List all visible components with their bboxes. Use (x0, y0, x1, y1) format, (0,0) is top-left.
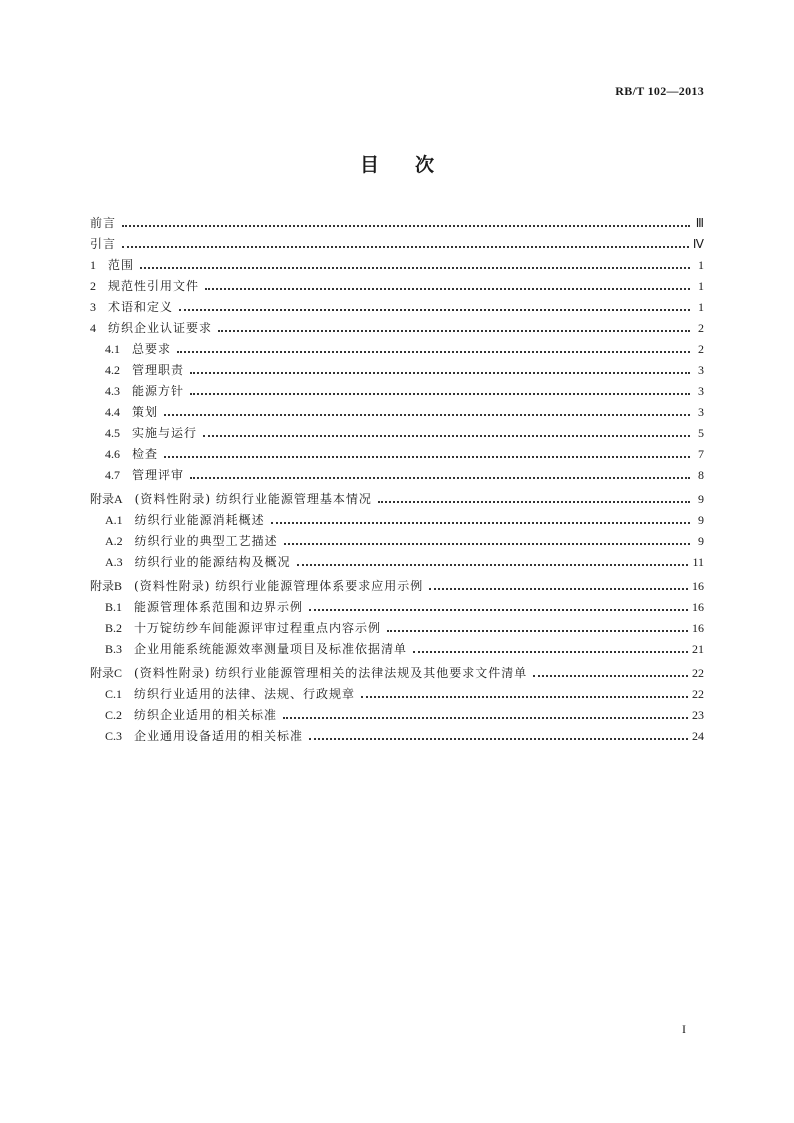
toc-entry-number: 附录A (90, 492, 123, 506)
toc-dot-leader (533, 675, 688, 677)
toc-dot-leader (177, 351, 690, 353)
toc-entry-number: 附录B (90, 579, 123, 593)
toc-entry-label (105, 534, 278, 548)
toc-entry-number: 4.3 (105, 384, 120, 398)
toc-entry-page: 9 (698, 492, 704, 506)
toc-entry-label (105, 426, 197, 440)
toc-entry-text: 十万锭纺纱车间能源评审过程重点内容示例 (134, 621, 382, 635)
toc-entry-number: 4.1 (105, 342, 120, 356)
toc-entry-label (90, 279, 199, 293)
toc-entry-label (105, 729, 303, 743)
toc-entry-number: A.1 (105, 513, 123, 527)
toc-entry[interactable] (90, 419, 704, 440)
toc-entry-text: 前言 (90, 216, 117, 230)
toc-entry-number: 附录C (90, 666, 123, 680)
toc-entry-number: 4.6 (105, 447, 120, 461)
toc-entry-text: 纺织行业能源消耗概述 (134, 513, 265, 527)
toc-dot-leader (122, 225, 690, 227)
toc-entry-label (105, 642, 407, 656)
standard-code: RB/T 102—2013 (615, 84, 704, 98)
toc-entry-text: 能源方针 (132, 384, 185, 398)
toc-entry-label (90, 216, 116, 230)
toc-entry-page: 3 (698, 405, 704, 419)
toc-dot-leader (164, 456, 690, 458)
table-of-contents (90, 216, 704, 743)
toc-dot-leader (387, 630, 688, 632)
toc-entry-text: 管理职责 (132, 363, 185, 377)
toc-dot-leader (309, 609, 688, 611)
toc-entry-page: Ⅲ (695, 216, 704, 230)
toc-entry[interactable] (90, 335, 704, 356)
toc-entry[interactable] (90, 614, 704, 635)
toc-entry-label (105, 468, 184, 482)
toc-entry[interactable] (90, 548, 704, 569)
toc-entry-page: 9 (698, 513, 704, 527)
toc-entry-page: 16 (692, 579, 704, 593)
toc-entry-page: 22 (692, 666, 704, 680)
toc-entry-page: 1 (698, 279, 704, 293)
toc-entry[interactable] (90, 216, 704, 230)
toc-dot-leader (297, 564, 689, 566)
toc-dot-leader (122, 246, 689, 248)
toc-entry[interactable] (90, 272, 704, 293)
toc-entry-number: 4.2 (105, 363, 120, 377)
toc-entry[interactable] (90, 506, 704, 527)
toc-dot-leader (361, 696, 688, 698)
toc-entry-page: 3 (698, 363, 704, 377)
toc-dot-leader (429, 588, 688, 590)
toc-entry-page: 3 (698, 384, 704, 398)
toc-entry-page: 21 (692, 642, 704, 656)
toc-entry-text: 规范性引用文件 (108, 279, 200, 293)
toc-entry-label (105, 447, 158, 461)
toc-entry[interactable] (90, 251, 704, 272)
toc-entry-page: 22 (692, 687, 704, 701)
toc-entry[interactable] (90, 635, 704, 656)
toc-entry-text: 管理评审 (132, 468, 185, 482)
toc-dot-leader (309, 738, 688, 740)
toc-dot-leader (413, 651, 688, 653)
toc-entry-label (90, 300, 173, 314)
toc-entry-text: 纺织企业认证要求 (108, 321, 213, 335)
toc-entry-number: B.3 (105, 642, 123, 656)
toc-dot-leader (205, 288, 690, 290)
toc-entry-label (105, 342, 171, 356)
toc-entry-number: C.3 (105, 729, 123, 743)
toc-entry-page: 16 (692, 600, 704, 614)
toc-entry-label (105, 405, 158, 419)
toc-entry-text: 纺织行业的能源结构及概况 (134, 555, 291, 569)
toc-entry-page: 8 (698, 468, 704, 482)
toc-entry-page: 5 (698, 426, 704, 440)
toc-entry-number: 2 (90, 279, 96, 293)
toc-entry-label (105, 708, 277, 722)
toc-entry-number: 4.4 (105, 405, 120, 419)
toc-entry-text: (资料性附录) 纺织行业能源管理基本情况 (134, 492, 372, 506)
toc-entry[interactable] (90, 230, 704, 251)
toc-entry-label (105, 555, 291, 569)
toc-entry-text: 范围 (108, 258, 135, 272)
toc-entry-label (105, 384, 184, 398)
toc-entry-label (90, 492, 372, 506)
toc-entry[interactable] (90, 680, 704, 701)
toc-dot-leader (203, 435, 690, 437)
toc-entry-label (90, 237, 116, 251)
toc-entry[interactable] (90, 656, 704, 680)
toc-entry-text: 总要求 (132, 342, 172, 356)
toc-dot-leader (378, 501, 690, 503)
toc-entry-label (105, 513, 265, 527)
toc-entry-text: 实施与运行 (132, 426, 198, 440)
toc-entry[interactable] (90, 701, 704, 722)
toc-entry-text: 策划 (132, 405, 159, 419)
toc-entry-number: C.1 (105, 687, 123, 701)
toc-entry[interactable] (90, 527, 704, 548)
toc-entry-label (90, 321, 212, 335)
toc-entry-number: 1 (90, 258, 96, 272)
page-number: I (682, 1022, 686, 1036)
toc-entry-label (105, 687, 355, 701)
toc-entry-page: 16 (692, 621, 704, 635)
toc-entry-text: (资料性附录) 纺织行业能源管理体系要求应用示例 (134, 579, 424, 593)
toc-entry-label (90, 579, 423, 593)
toc-entry-text: 纺织行业的典型工艺描述 (134, 534, 278, 548)
toc-dot-leader (283, 717, 688, 719)
toc-entry-page: Ⅳ (692, 237, 704, 251)
toc-entry[interactable] (90, 722, 704, 743)
toc-entry-text: 检查 (132, 447, 159, 461)
toc-entry-label (90, 666, 527, 680)
toc-entry-number: 3 (90, 300, 96, 314)
toc-entry-number: B.2 (105, 621, 123, 635)
toc-entry-text: 纺织企业适用的相关标准 (134, 708, 278, 722)
toc-entry[interactable] (90, 356, 704, 377)
toc-entry-number: A.3 (105, 555, 123, 569)
toc-entry-text: 能源管理体系范围和边界示例 (134, 600, 304, 614)
toc-entry[interactable] (90, 440, 704, 461)
toc-entry-text: 纺织行业适用的法律、法规、行政规章 (134, 687, 356, 701)
toc-entry-label (90, 258, 134, 272)
toc-entry-number: 4.7 (105, 468, 120, 482)
toc-entry[interactable] (90, 398, 704, 419)
toc-entry-page: 11 (692, 555, 704, 569)
toc-entry[interactable] (90, 569, 704, 593)
toc-entry[interactable] (90, 293, 704, 314)
toc-entry-page: 23 (692, 708, 704, 722)
toc-entry-text: (资料性附录) 纺织行业能源管理相关的法律法规及其他要求文件清单 (134, 666, 528, 680)
toc-dot-leader (284, 543, 690, 545)
toc-entry-text: 企业通用设备适用的相关标准 (134, 729, 304, 743)
toc-entry-page: 1 (698, 258, 704, 272)
toc-entry-page: 2 (698, 321, 704, 335)
toc-dot-leader (190, 393, 690, 395)
toc-dot-leader (218, 330, 690, 332)
toc-entry[interactable] (90, 377, 704, 398)
toc-dot-leader (164, 414, 690, 416)
toc-entry-page: 9 (698, 534, 704, 548)
toc-entry[interactable] (90, 314, 704, 335)
toc-entry-text: 术语和定义 (108, 300, 174, 314)
toc-entry-number: B.1 (105, 600, 123, 614)
toc-entry-text: 引言 (90, 237, 117, 251)
toc-dot-leader (271, 522, 690, 524)
toc-dot-leader (140, 267, 690, 269)
toc-entry[interactable] (90, 593, 704, 614)
toc-dot-leader (179, 309, 690, 311)
toc-dot-leader (190, 477, 690, 479)
toc-entry-label (105, 621, 381, 635)
toc-entry[interactable] (90, 482, 704, 506)
toc-entry-page: 2 (698, 342, 704, 356)
toc-entry[interactable] (90, 461, 704, 482)
toc-entry-label (105, 600, 303, 614)
toc-entry-number: 4 (90, 321, 96, 335)
toc-entry-number: 4.5 (105, 426, 120, 440)
toc-entry-label (105, 363, 184, 377)
page-title: 目次 (359, 154, 470, 176)
toc-entry-number: C.2 (105, 708, 123, 722)
toc-entry-text: 企业用能系统能源效率测量项目及标准依据清单 (134, 642, 408, 656)
toc-entry-page: 7 (698, 447, 704, 461)
toc-entry-number: A.2 (105, 534, 123, 548)
toc-entry-page: 1 (698, 300, 704, 314)
toc-entry-page: 24 (692, 729, 704, 743)
toc-dot-leader (190, 372, 690, 374)
